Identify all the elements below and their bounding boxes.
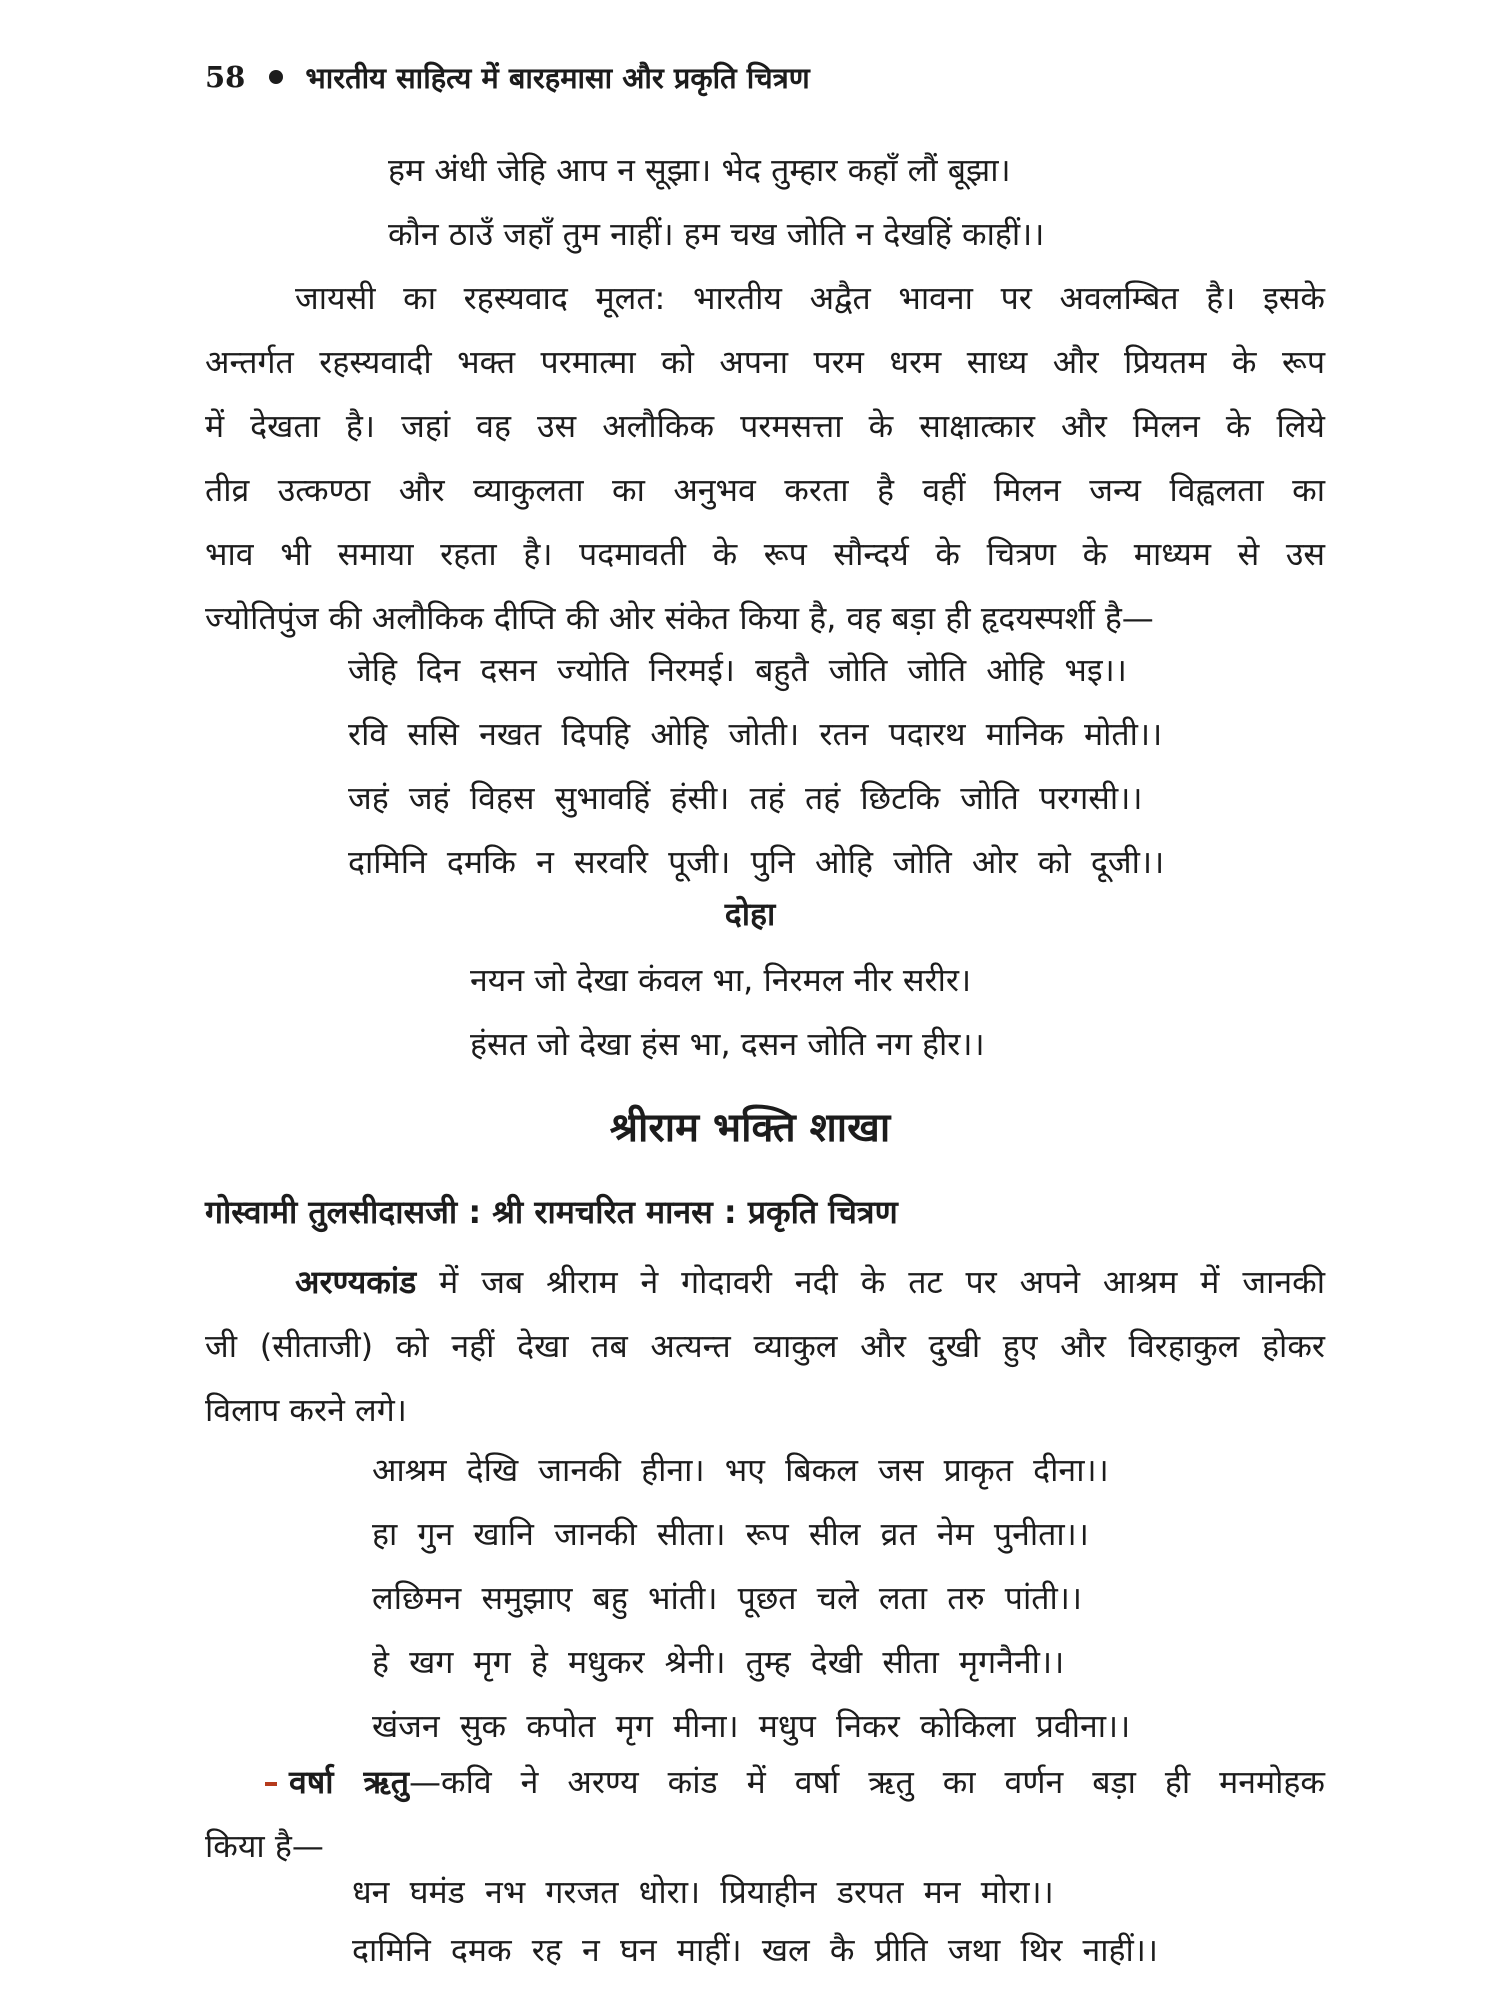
- verse-line: जेहि दिन दसन ज्योति निरमई। बहुतै जोति जोति ओहि भइ।।: [348, 651, 1127, 689]
- running-header: [205, 52, 810, 102]
- page-number: 58: [205, 60, 246, 94]
- bold-term: अरण्यकांड: [295, 1263, 417, 1301]
- paragraph-line: जी (सीताजी) को नहीं देखा तब अत्यन्त व्याकुल और दुखी हुए और विरहाकुल होकर: [205, 1327, 1325, 1365]
- paragraph-line: भाव भी समाया रहता है। पदमावती के रूप सौन्दर्य के चित्रण के माध्यम से उस: [205, 535, 1325, 573]
- margin-mark-icon: [265, 1782, 277, 1786]
- verse-line: दामिनि दमक रह न घन माहीं। खल कै प्रीति जथा थिर नाहीं।।: [352, 1931, 1159, 1969]
- verse-line: हम अंधी जेहि आप न सूझा। भेद तुम्हार कहाँ लौं बूझा।: [388, 151, 1011, 189]
- doha-block: [470, 950, 985, 1078]
- subheading: गोस्वामी तुलसीदासजी : श्री रामचरित मानस : प्रकृति चित्रण: [205, 1193, 898, 1231]
- verse-line: दामिनि दमकि न सरवरि पूजी। पुनि ओहि जोति ओर को दूजी।।: [348, 843, 1165, 881]
- doha-label: दोहा: [724, 895, 776, 933]
- book-title: भारतीय साहित्य में बारहमासा और प्रकृति चित्रण: [305, 60, 810, 95]
- verse-line: रवि ससि नखत दिपहि ओहि जोती। रतन पदारथ मानिक मोती।।: [348, 715, 1163, 753]
- bullet-icon: [269, 70, 283, 84]
- verse-line: जहं जहं विहस सुभावहिं हंसी। तहं तहं छिटकि जोति परगसी।।: [348, 779, 1143, 817]
- verse-line: धन घमंड नभ गरजत धोरा। प्रियाहीन डरपत मन मोरा।।: [352, 1873, 1054, 1911]
- verse-block-2: [348, 640, 1164, 896]
- line-text: में जब श्रीराम ने गोदावरी नदी के तट पर अपने आश्रम में जानकी: [416, 1263, 1325, 1301]
- paragraph-jayasi: [205, 268, 1325, 652]
- verse-line: हे खग मृग हे मधुकर श्रेनी। तुम्ह देखी सीता मृगनैनी।।: [372, 1643, 1065, 1681]
- verse-line: खंजन सुक कपोत मृग मीना। मधुप निकर कोकिला प्रवीना।।: [372, 1707, 1131, 1745]
- paragraph-line: किया है—: [205, 1827, 324, 1865]
- verse-block-1: [388, 140, 1044, 268]
- paragraph-aranyakand: [205, 1252, 1325, 1444]
- paragraph-line: तीव्र उत्कण्ठा और व्याकुलता का अनुभव करता है वहीं मिलन जन्य विह्वलता का: [205, 471, 1325, 509]
- paragraph-line: अन्तर्गत रहस्यवादी भक्त परमात्मा को अपना परम धरम साध्य और प्रियतम के रूप: [205, 343, 1325, 381]
- section-title: श्रीराम भक्ति शाखा: [609, 1105, 891, 1151]
- line-text: —कवि ने अरण्य कांड में वर्षा ऋतु का वर्णन बड़ा ही मनमोहक: [409, 1763, 1325, 1801]
- paragraph-line: विलाप करने लगे।: [205, 1391, 407, 1429]
- paragraph-line: में देखता है। जहां वह उस अलौकिक परमसत्ता के साक्षात्कार और मिलन के लिये: [205, 407, 1325, 445]
- paragraph-varsha: [205, 1752, 1325, 1880]
- paragraph-line: जायसी का रहस्यवाद मूलत: भारतीय अद्वैत भावना पर अवलम्बित है। इसके: [295, 279, 1325, 317]
- verse-line: हा गुन खानि जानकी सीता। रूप सील व्रत नेम पुनीता।।: [372, 1515, 1089, 1553]
- verse-line: लछिमन समुझाए बहु भांती। पूछत चले लता तरु पांती।।: [372, 1579, 1083, 1617]
- paragraph-line: ज्योतिपुंज की अलौकिक दीप्ति की ओर संकेत किया है, वह बड़ा ही हृदयस्पर्शी है—: [205, 599, 1154, 637]
- bold-term: वर्षा ऋतु: [289, 1763, 410, 1801]
- verse-line: नयन जो देखा कंवल भा, निरमल नीर सरीर।: [470, 961, 972, 999]
- verse-block-4: [352, 1862, 1158, 1978]
- paragraph-line: [205, 1752, 1325, 1816]
- verse-line: कौन ठाउँ जहाँ तुम नाहीं। हम चख जोति न देखहिं काहीं।।: [388, 215, 1045, 253]
- verse-line: हंसत जो देखा हंस भा, दसन जोति नग हीर।।: [470, 1025, 985, 1063]
- verse-block-3: [372, 1440, 1130, 1760]
- paragraph-line: [205, 1252, 1325, 1316]
- verse-line: आश्रम देखि जानकी हीना। भए बिकल जस प्राकृत दीना।।: [372, 1451, 1109, 1489]
